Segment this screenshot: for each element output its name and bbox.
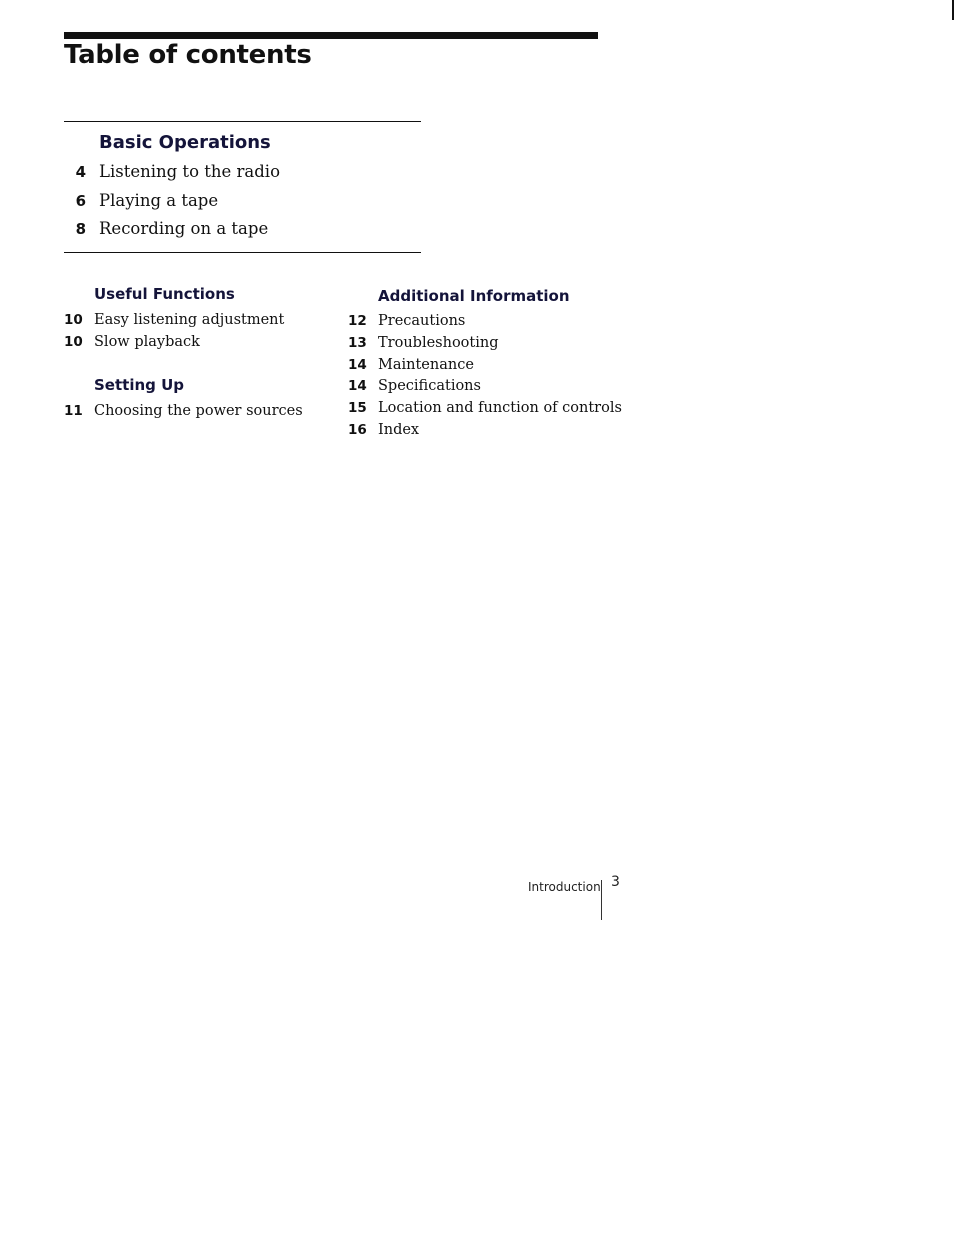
toc-page-number: 12 xyxy=(348,313,367,329)
toc-entry-label: Index xyxy=(378,421,420,438)
useful-functions-heading: Useful Functions xyxy=(94,285,235,303)
toc-entry-power-sources[interactable] xyxy=(64,400,303,422)
footer-divider xyxy=(601,880,602,920)
toc-entry-label: Location and function of controls xyxy=(378,400,622,417)
toc-entry-label: Precautions xyxy=(378,313,466,329)
toc-entry-label: Listening to the radio xyxy=(99,162,281,181)
toc-entry-specifications[interactable] xyxy=(348,375,622,397)
toc-entry-playing-tape[interactable] xyxy=(64,189,280,218)
basic-operations-top-rule xyxy=(64,121,421,122)
toc-page-number: 4 xyxy=(75,163,86,181)
toc-entry-slow-playback[interactable] xyxy=(64,331,284,353)
footer-section-name: Introduction xyxy=(528,880,601,894)
toc-page-number: 14 xyxy=(348,356,367,373)
toc-page-number: 13 xyxy=(348,334,367,351)
footer-page-number: 3 xyxy=(611,874,620,890)
toc-entry-label: Maintenance xyxy=(378,356,474,373)
toc-entry-label: Slow playback xyxy=(94,333,200,350)
page-footer xyxy=(528,874,620,895)
toc-entry-maintenance[interactable] xyxy=(348,354,622,376)
toc-page-number: 10 xyxy=(64,312,83,328)
toc-entry-easy-listening[interactable] xyxy=(64,309,284,331)
toc-entry-label: Specifications xyxy=(378,378,481,395)
toc-entry-precautions[interactable] xyxy=(348,310,622,332)
toc-page-number: 8 xyxy=(75,220,86,238)
basic-operations-heading: Basic Operations xyxy=(99,132,271,153)
page-title: Table of contents xyxy=(64,40,312,70)
title-bar-rule xyxy=(64,32,598,39)
basic-operations-bottom-rule xyxy=(64,252,421,253)
toc-entry-troubleshooting[interactable] xyxy=(348,332,622,354)
setting-up-heading: Setting Up xyxy=(94,376,185,394)
toc-entry-label: Recording on a tape xyxy=(99,219,269,238)
toc-entry-recording-tape[interactable] xyxy=(64,217,280,246)
toc-page-number: 11 xyxy=(64,403,83,419)
toc-page-number: 14 xyxy=(348,378,367,395)
toc-entry-label: Troubleshooting xyxy=(378,334,499,351)
setting-up-list xyxy=(64,400,303,422)
toc-entry-label: Easy listening adjustment xyxy=(94,312,285,328)
additional-information-list xyxy=(348,310,622,441)
toc-entry-label: Playing a tape xyxy=(99,190,219,210)
additional-information-heading: Additional Information xyxy=(378,287,570,305)
useful-functions-list xyxy=(64,309,284,353)
toc-entry-listening-radio[interactable] xyxy=(64,160,280,189)
toc-page-number: 15 xyxy=(348,400,367,417)
toc-entry-index[interactable] xyxy=(348,419,622,441)
toc-page-number: 6 xyxy=(75,191,86,210)
toc-entry-label: Choosing the power sources xyxy=(94,403,303,419)
toc-page-number: 16 xyxy=(348,421,367,438)
toc-page-number: 10 xyxy=(64,333,83,350)
basic-operations-list xyxy=(64,160,280,246)
toc-entry-location-controls[interactable] xyxy=(348,397,622,419)
